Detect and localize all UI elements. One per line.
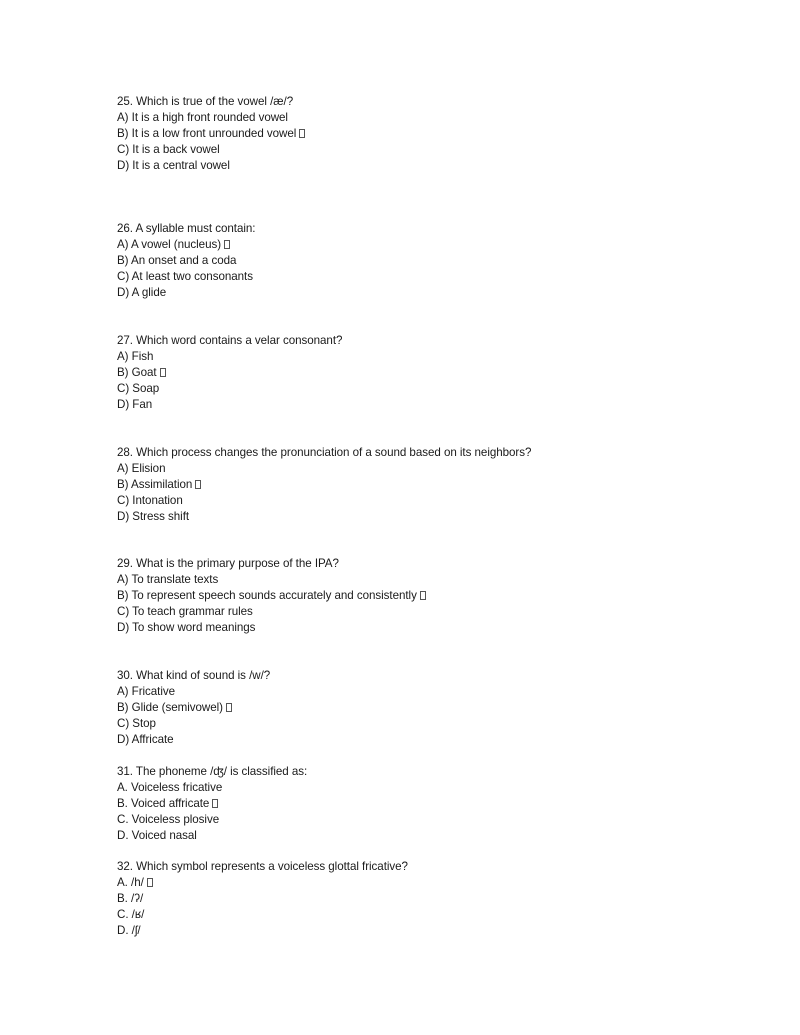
option-b: B) To represent speech sounds accurately and consistently (117, 588, 757, 604)
option-d: D. Voiced nasal (117, 829, 197, 842)
question-text: 31. The phoneme /ʤ/ is classified as: (117, 765, 308, 778)
option-c: C) Soap (117, 382, 160, 395)
option-c: C) Stop (117, 717, 156, 730)
option-b: B. Voiced affricate (117, 796, 757, 812)
answer-mark-icon (147, 878, 153, 887)
option-d: D) It is a central vowel (117, 159, 230, 172)
option-c: C) To teach grammar rules (117, 605, 253, 618)
question-text: 28. Which process changes the pronunciation of a sound based on its neighbors? (117, 446, 532, 459)
answer-mark-icon (420, 591, 426, 600)
option-b: B) It is a low front unrounded vowel (117, 126, 757, 142)
option-d: D) Stress shift (117, 510, 190, 523)
answer-mark-icon (224, 240, 230, 249)
answer-mark-icon (226, 703, 232, 712)
answer-mark-icon (212, 799, 218, 808)
option-c: C) It is a back vowel (117, 143, 220, 156)
option-d: D) A glide (117, 286, 167, 299)
option-b: B) Assimilation (117, 477, 757, 493)
answer-mark-icon (195, 480, 201, 489)
option-a: A) Fish (117, 350, 154, 363)
question-28 (117, 445, 757, 525)
option-a: A) To translate texts (117, 573, 219, 586)
question-30 (117, 668, 757, 748)
option-b: B) An onset and a coda (117, 254, 237, 267)
option-a: A. Voiceless fricative (117, 781, 223, 794)
option-a: A) Fricative (117, 685, 176, 698)
option-c: C) At least two consonants (117, 270, 253, 283)
option-c: C) Intonation (117, 494, 183, 507)
option-b: B) Glide (semivowel) (117, 700, 757, 716)
option-b: B. /ʔ/ (117, 892, 144, 905)
question-29 (117, 556, 757, 636)
answer-mark-icon (160, 368, 166, 377)
option-d: D) To show word meanings (117, 621, 256, 634)
question-27 (117, 333, 757, 413)
option-d: D. /ʃ/ (117, 924, 141, 937)
option-a: A. /h/ (117, 875, 757, 891)
option-c: C. /ʁ/ (117, 908, 145, 921)
question-text: 27. Which word contains a velar consonant? (117, 334, 343, 347)
question-26 (117, 221, 757, 301)
question-text: 25. Which is true of the vowel /æ/? (117, 95, 294, 108)
question-text: 26. A syllable must contain: (117, 222, 256, 235)
option-a: A) Elision (117, 462, 166, 475)
option-d: D) Affricate (117, 733, 174, 746)
question-25 (117, 94, 757, 174)
question-text: 30. What kind of sound is /w/? (117, 669, 271, 682)
question-32 (117, 859, 757, 939)
answer-mark-icon (299, 129, 305, 138)
question-text: 29. What is the primary purpose of the IPA? (117, 557, 339, 570)
option-d: D) Fan (117, 398, 153, 411)
option-a: A) A vowel (nucleus) (117, 237, 757, 253)
option-b: B) Goat (117, 365, 757, 381)
question-text: 32. Which symbol represents a voiceless glottal fricative? (117, 860, 408, 873)
question-31 (117, 764, 757, 844)
option-c: C. Voiceless plosive (117, 813, 220, 826)
option-a: A) It is a high front rounded vowel (117, 111, 288, 124)
